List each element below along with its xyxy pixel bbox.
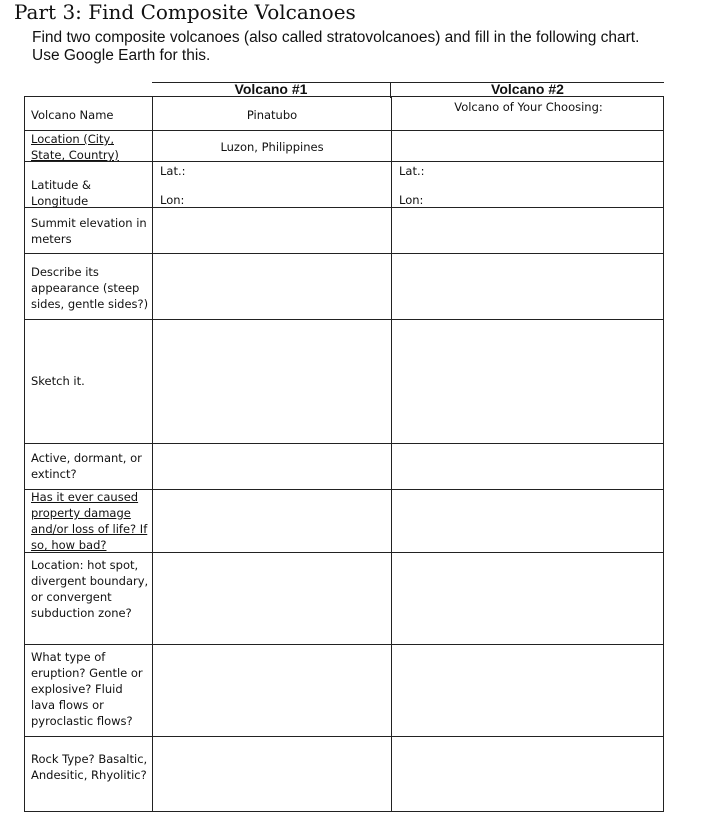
row-label-elevation: Summit elevation in meters <box>31 216 147 246</box>
volcano-1-lon-label[interactable]: Lon: <box>160 193 185 207</box>
row-label-eruption-type: What type of eruption? Gentle or explosive? Fluid lava flows or pyroclastic flows? <box>31 650 143 728</box>
volcano-chart <box>24 96 664 812</box>
row-label-damage: Has it ever caused property damage and/or loss of life? If so, how bad? <box>31 490 148 552</box>
instructions-line-1: Find two composite volcanoes (also called stratovolcanoes) and fill in the following chart. <box>32 29 640 46</box>
volcano-2-lon-label[interactable]: Lon: <box>399 193 424 207</box>
instructions-line-2: Use Google Earth for this. <box>32 47 211 64</box>
volcano-2-lat-label[interactable]: Lat.: <box>399 164 425 178</box>
instructions <box>32 29 692 65</box>
volcano-1-header: Volcano #1 <box>234 81 308 97</box>
row-label-volcano-name: Volcano Name <box>31 108 114 122</box>
volcano-1-location[interactable]: Luzon, Philippines <box>220 140 324 154</box>
row-label-appearance: Describe its appearance (steep sides, gentle sides?) <box>31 265 149 311</box>
row-label-tectonic-location: Location: hot spot, divergent boundary, or convergent subduction zone? <box>31 558 149 620</box>
volcano-1-lat-label[interactable]: Lat.: <box>160 164 186 178</box>
row-label-lat-long: Latitude & Longitude <box>31 178 91 208</box>
row-label-activity: Active, dormant, or extinct? <box>31 451 142 481</box>
row-label-location: Location (City, State, Country) <box>31 132 119 162</box>
volcano-2-subheader: Volcano of Your Choosing: <box>454 100 603 114</box>
row-label-sketch: Sketch it. <box>31 374 85 388</box>
volcano-1-name[interactable]: Pinatubo <box>246 108 298 122</box>
row-label-rock-type: Rock Type? Basaltic, Andesitic, Rhyolitic? <box>31 752 148 782</box>
page-title: Part 3: Find Composite Volcanoes <box>14 0 356 24</box>
volcano-2-header: Volcano #2 <box>491 81 564 97</box>
